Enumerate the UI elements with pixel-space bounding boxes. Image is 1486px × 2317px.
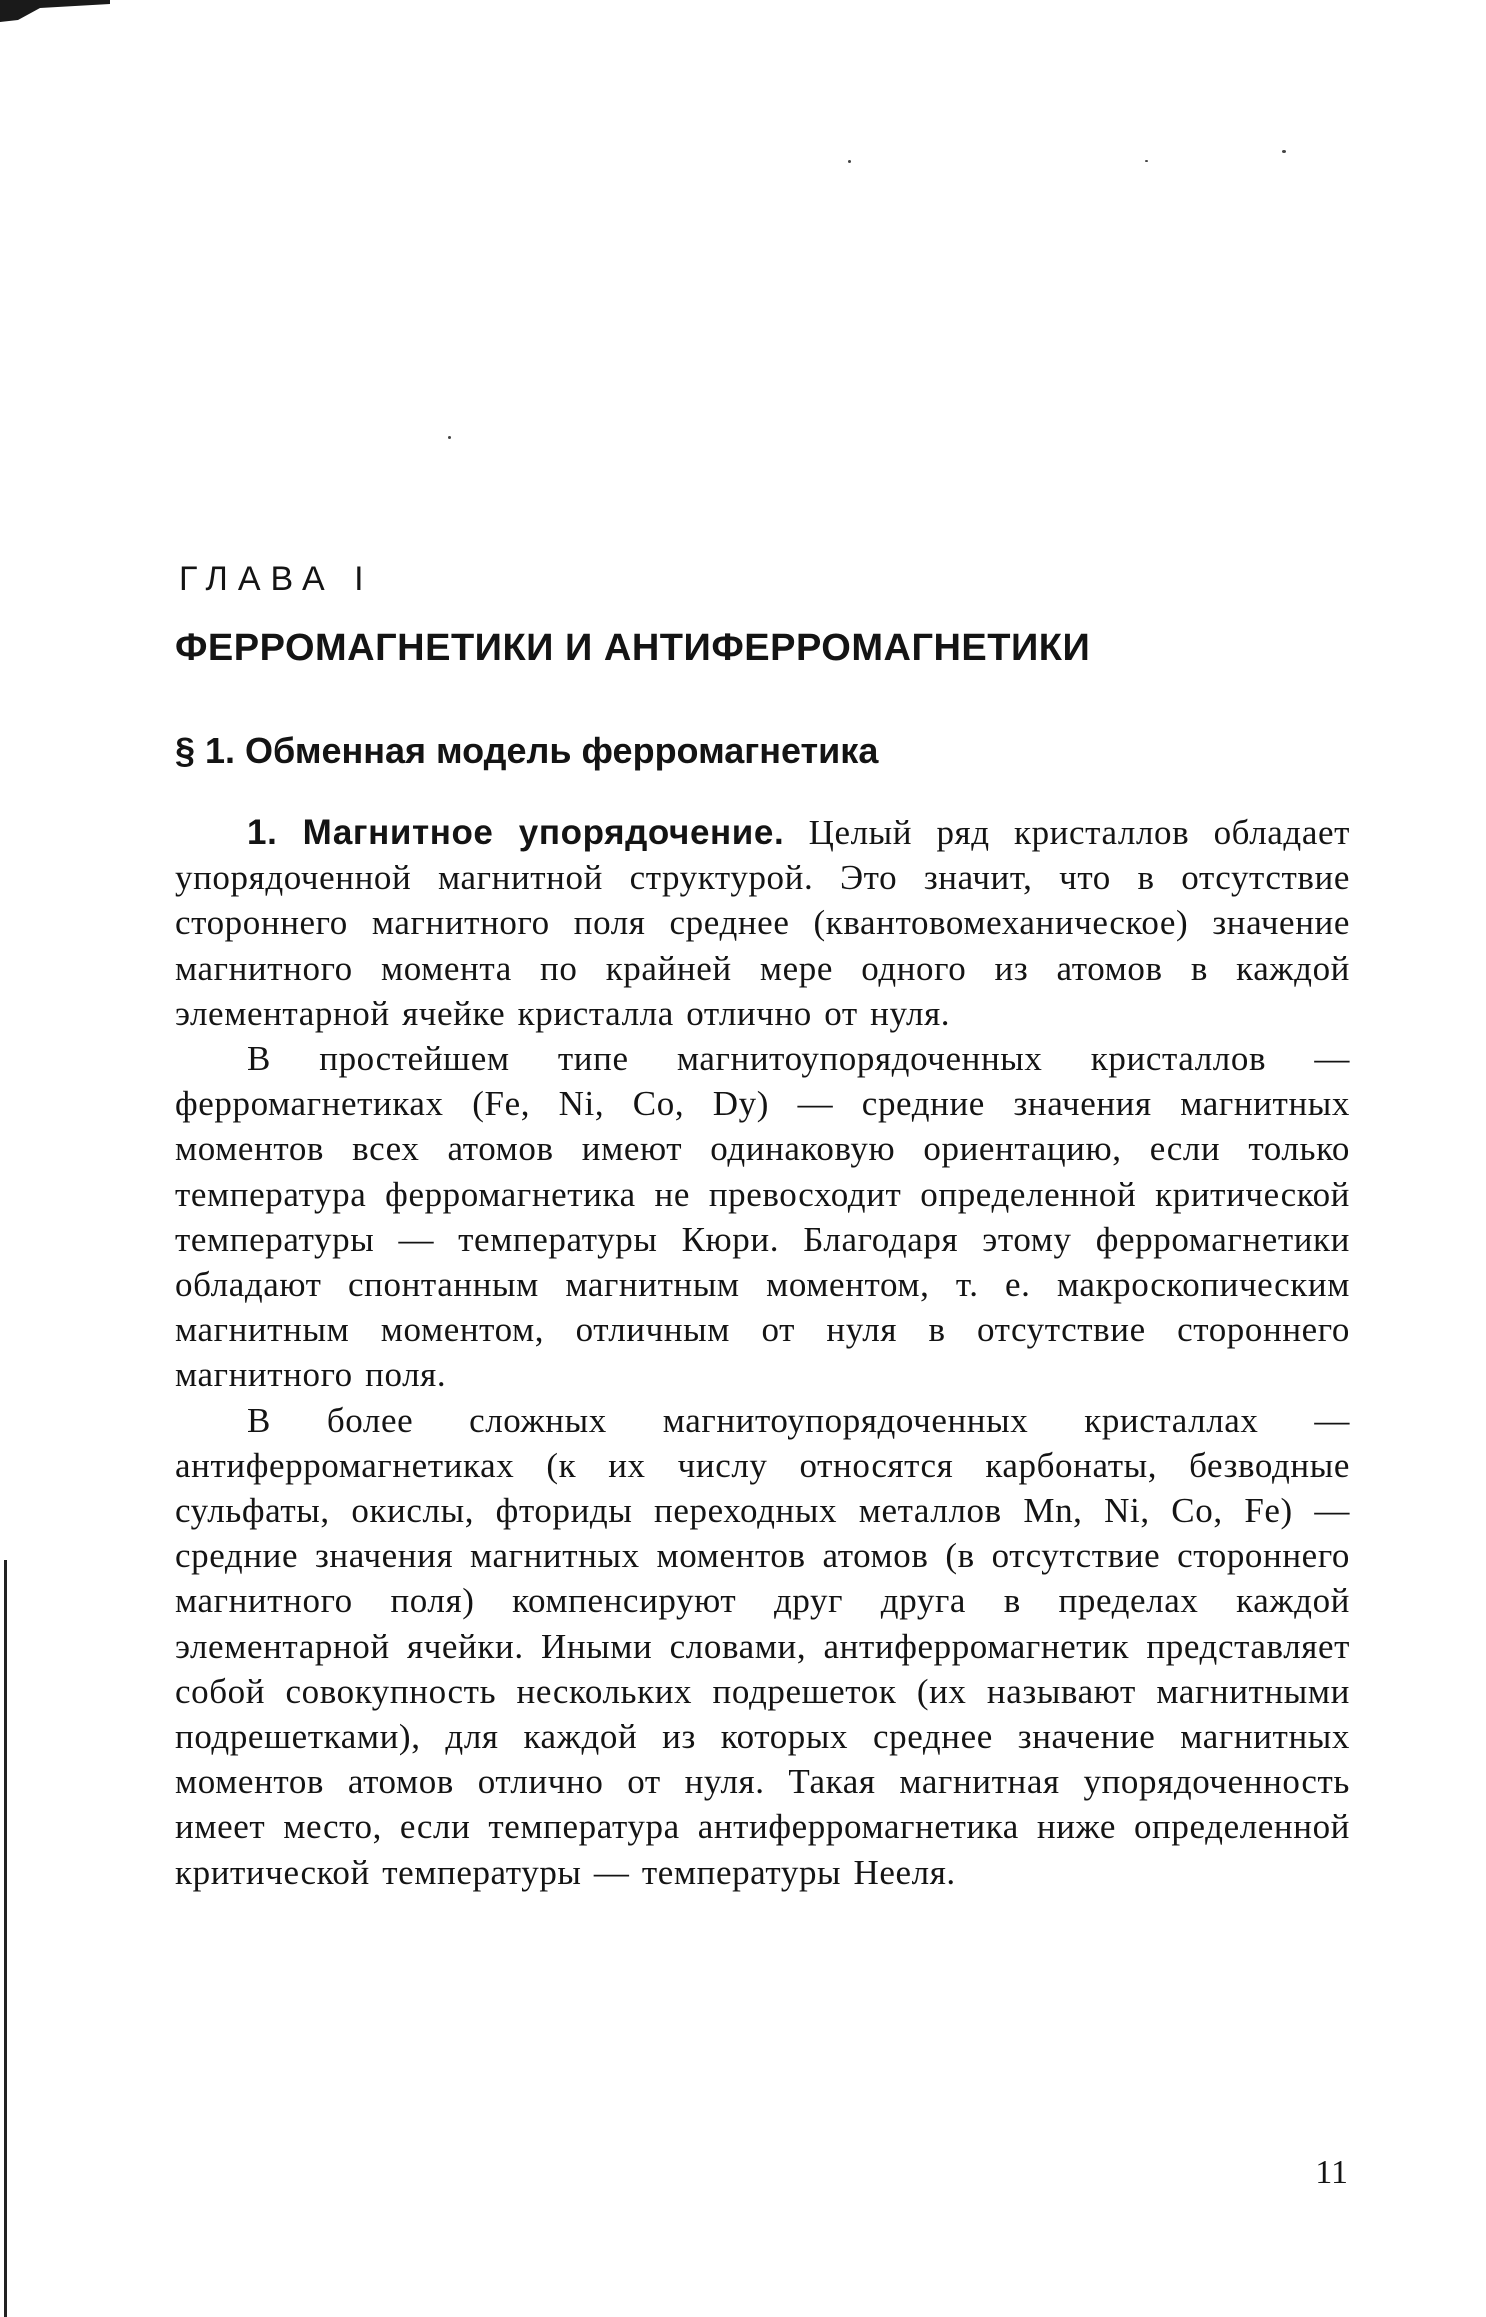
page-number: 11 (1315, 2154, 1348, 2191)
paragraph-text: Целый ряд кристаллов обладает упорядоченной магнитной структурой. Это значит, что в отсутствие стороннего магнитного поля среднее (квантовомеханическое) значение магнитного момента по крайней мере одного из атомов в каждой элементарной ячейке кристалла отлично от нуля. (175, 813, 1350, 1033)
paragraph-run-in-heading: 1. Магнитное упорядочение. (247, 813, 785, 852)
scan-corner-artifact (0, 0, 110, 22)
scan-edge-line (4, 1560, 7, 2317)
chapter-title: ФЕРРОМАГНЕТИКИ И АНТИФЕРРОМАГНЕТИКИ (175, 627, 1091, 669)
paragraph-antiferromagnets: В более сложных магнитоупорядоченных кристаллах — антиферромагнетиках (к их числу относятся карбонаты, безводные сульфаты, окислы, фториды переходных металлов Mn, Ni, Co, Fe) — средние значения магнитных моментов атомов (в отсутствие стороннего магнитного поля) компенсируют друг друга в пределах каждой элементарной ячейки. Иными словами, антиферромагнетик представляет собой совокупность нескольких подрешеток (их называют магнитными подрешетками), для каждой из которых среднее значение магнитных моментов атомов отлично от нуля. Такая магнитная упорядоченность имеет место, если температура антиферромагнетика ниже определенной критической температуры — температуры Нееля. (175, 1400, 1350, 1892)
scan-speck (448, 436, 451, 439)
section-heading: § 1. Обменная модель ферромагнетика (175, 730, 879, 771)
scan-speck (1145, 160, 1148, 162)
chapter-label: ГЛАВА I (179, 560, 374, 598)
page-body (175, 560, 1350, 1895)
paragraph-magnetic-ordering (175, 810, 1350, 1036)
scan-speck (1282, 150, 1286, 153)
scan-speck (848, 160, 851, 163)
paragraph-ferromagnets: В простейшем типе магнитоупорядоченных кристаллов — ферромагнетиках (Fe, Ni, Co, Dy) — средние значения магнитных моментов всех атомов имеют одинаковую ориентацию, если только температура ферромагнетика не превосходит определенной критической температуры — температуры Кюри. Благодаря этому ферромагнетики обладают спонтанным магнитным моментом, т. е. макроскопическим магнитным моментом, отличным от нуля в отсутствие стороннего магнитного поля. (175, 1039, 1350, 1395)
